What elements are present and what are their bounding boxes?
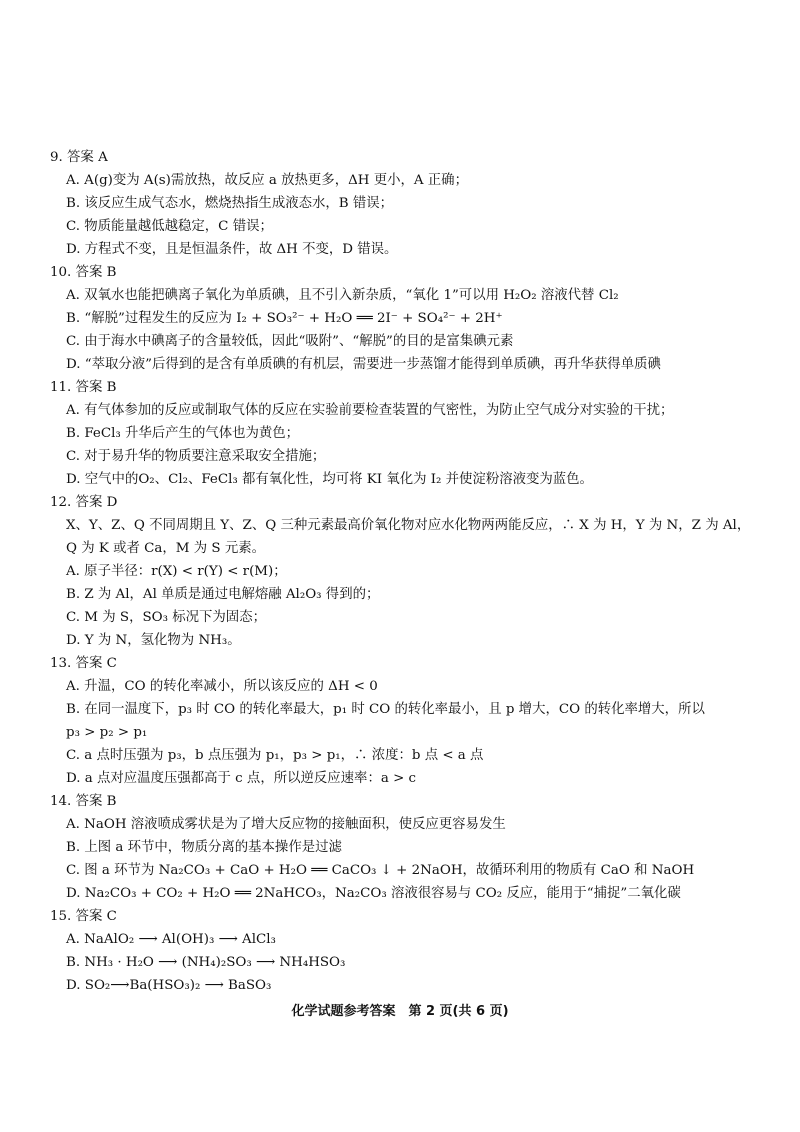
answer-explanation-line: D. “萃取分液”后得到的是含有单质碘的有机层，需要进一步蒸馏才能得到单质碘，再升华获得单质碘	[66, 357, 661, 372]
answer-explanation-line: B. NH₃ · H₂O ⟶ (NH₄)₂SO₃ ⟶ NH₄HSO₃	[66, 955, 346, 970]
answer-explanation-line: B. “解脱”过程发生的反应为 I₂ + SO₃²⁻ + H₂O ══ 2I⁻ + SO₄²⁻ + 2H⁺	[66, 311, 503, 326]
answer-explanation-line: B. Z 为 Al，Al 单质是通过电解熔融 Al₂O₃ 得到的；	[66, 587, 380, 602]
question-answer-header: 11. 答案 B	[50, 380, 117, 395]
answer-explanation-line: C. 由于海水中碘离子的含量较低，因此“吸附”、“解脱”的目的是富集碘元素	[66, 334, 514, 349]
answer-explanation-line: A. NaOH 溶液喷成雾状是为了增大反应物的接触面积，使反应更容易发生	[66, 817, 506, 832]
answer-explanation-line: D. 方程式不变，且是恒温条件，故 ΔH 不变，D 错误。	[66, 242, 398, 257]
question-answer-header: 14. 答案 B	[50, 794, 117, 809]
answer-explanation-line: D. SO₂⟶Ba(HSO₃)₂ ⟶ BaSO₃	[66, 978, 272, 993]
question-answer-header: 12. 答案 D	[50, 495, 118, 510]
answer-explanation-line: C. M 为 S，SO₃ 标况下为固态；	[66, 610, 266, 625]
question-answer-header: 10. 答案 B	[50, 265, 117, 280]
answer-explanation-line: D. 空气中的O₂、Cl₂、FeCl₃ 都有氧化性，均可将 KI 氧化为 I₂ 并使淀粉溶液变为蓝色。	[66, 472, 593, 487]
answer-explanation-line: A. 双氧水也能把碘离子氧化为单质碘，且不引入新杂质，“氧化 1”可以用 H₂O₂ 溶液代替 Cl₂	[66, 288, 619, 303]
answer-explanation-line: C. 物质能量越低越稳定，C 错误；	[66, 219, 273, 234]
answer-explanation-line: C. 对于易升华的物质要注意采取安全措施；	[66, 449, 326, 464]
answer-explanation-line: X、Y、Z、Q 不同周期且 Y、Z、Q 三种元素最高价氧化物对应水化物两两能反应，∴ X 为 H，Y 为 N，Z 为 Al，	[66, 518, 751, 533]
answer-explanation-line: D. Na₂CO₃ + CO₂ + H₂O ══ 2NaHCO₃，Na₂CO₃ 溶液很容易与 CO₂ 反应，能用于“捕捉”二氧化碳	[66, 886, 681, 901]
answer-explanation-line: C. 图 a 环节为 Na₂CO₃ + CaO + H₂O ══ CaCO₃ ↓ + 2NaOH，故循环利用的物质有 CaO 和 NaOH	[66, 863, 695, 878]
question-answer-header: 15. 答案 C	[50, 909, 117, 924]
question-answer-header: 13. 答案 C	[50, 656, 117, 671]
answer-explanation-line: Q 为 K 或者 Ca，M 为 S 元素。	[66, 541, 266, 556]
question-answer-header: 9. 答案 A	[50, 150, 108, 165]
answer-explanation-line: A. 有气体参加的反应或制取气体的反应在实验前要检查装置的气密性，为防止空气成分对实验的干扰；	[66, 403, 674, 418]
answer-explanation-line: D. a 点对应温度压强都高于 c 点，所以逆反应速率：a > c	[66, 771, 417, 786]
answer-explanation-line: D. Y 为 N，氢化物为 NH₃。	[66, 633, 241, 648]
answer-explanation-line: B. 在同一温度下，p₃ 时 CO 的转化率最大，p₁ 时 CO 的转化率最小，且 p 增大，CO 的转化率增大，所以	[66, 702, 705, 717]
answer-explanation-line: A. A(g)变为 A(s)需放热，故反应 a 放热更多，ΔH 更小，A 正确；	[66, 173, 468, 188]
answer-explanation-line: B. 该反应生成气态水，燃烧热指生成液态水，B 错误；	[66, 196, 394, 211]
answer-explanation-line: B. FeCl₃ 升华后产生的气体也为黄色；	[66, 426, 300, 441]
answer-explanation-line: A. 升温，CO 的转化率减小，所以该反应的 ΔH < 0	[66, 679, 378, 694]
answer-explanation-line: A. 原子半径：r(X) < r(Y) < r(M)；	[66, 564, 287, 579]
answer-explanation-line: B. 上图 a 环节中，物质分离的基本操作是过滤	[66, 840, 342, 855]
answer-explanation-line: p₃ > p₂ > p₁	[66, 725, 148, 740]
answer-explanation-line: C. a 点时压强为 p₃，b 点压强为 p₁，p₃ > p₁，∴ 浓度：b 点 < a 点	[66, 748, 484, 763]
page-footer: 化学试题参考答案 第 2 页(共 6 页)	[291, 1004, 509, 1019]
answer-explanation-line: A. NaAlO₂ ⟶ Al(OH)₃ ⟶ AlCl₃	[66, 932, 276, 947]
